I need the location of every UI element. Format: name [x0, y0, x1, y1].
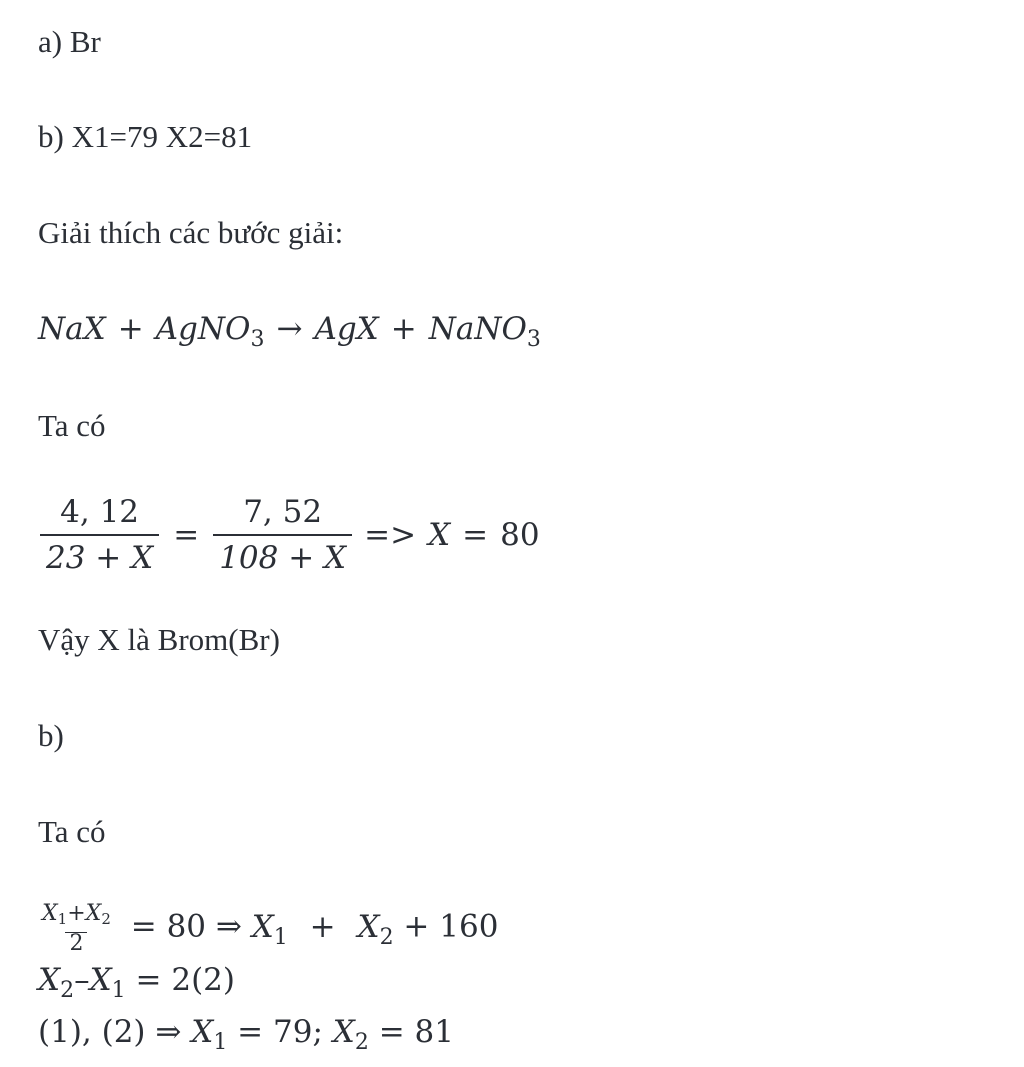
variable-x2: $X_2$	[357, 908, 394, 950]
reactant-nax: NaX	[38, 311, 106, 347]
equals-sign: =	[462, 517, 489, 553]
equation-mid: = 79;	[237, 1014, 323, 1050]
ta-co-2: Ta có	[38, 814, 106, 849]
equation-tail: + 160	[403, 908, 499, 945]
fraction-right-denominator: 108 + X	[213, 534, 352, 576]
variable-x1: $X_1$	[89, 962, 126, 1003]
system-line-2	[38, 960, 235, 1011]
result-variable: X	[428, 517, 451, 553]
fraction-right	[213, 494, 352, 576]
reaction-arrow: →	[276, 311, 303, 347]
mean-fraction: $\frac{X_1+X_2}{2}$	[42, 901, 111, 956]
fraction-left	[40, 494, 159, 576]
plus-sign: +	[117, 311, 144, 347]
answer-a: a) Br	[38, 24, 101, 59]
equation-tail: = 81	[378, 1014, 454, 1050]
equation-tail: = 2(2)	[135, 962, 235, 998]
fraction-left-denominator: 23 + X	[40, 534, 159, 576]
answer-b: b) X1=79 X2=81	[38, 119, 253, 154]
ta-co-1: Ta có	[38, 408, 106, 443]
equation-segment: = 80 ⇒	[130, 908, 242, 945]
minus-sign: –	[74, 962, 90, 998]
product-agx: AgX	[314, 311, 379, 347]
variable-x2: $X_2$	[332, 1014, 369, 1055]
variable-x1: $X_1$	[251, 908, 288, 950]
variable-x1: $X_1$	[191, 1014, 228, 1055]
system-line-1	[38, 902, 498, 962]
result-value: 80	[500, 517, 540, 553]
implies-sign: =>	[364, 517, 417, 553]
equals-sign: =	[173, 517, 200, 553]
fraction-left-numerator: 4, 12	[60, 494, 140, 530]
system-line-3	[38, 1012, 454, 1063]
part-b-label: b)	[38, 718, 64, 753]
fraction-equation	[38, 490, 540, 580]
plus-sign: +	[390, 311, 417, 347]
equation-head: (1), (2) ⇒	[38, 1014, 182, 1050]
variable-x2: $X_2$	[38, 962, 75, 1003]
reactant-agno3: AgNO$_3$	[155, 311, 265, 352]
conclusion: Vậy X là Brom(Br)	[38, 622, 280, 657]
product-nano3: NaNO$_3$	[428, 311, 541, 352]
reaction-equation	[38, 309, 541, 360]
explain-heading: Giải thích các bước giải:	[38, 215, 344, 250]
fraction-right-numerator: 7, 52	[243, 494, 323, 530]
plus-sign: +	[309, 908, 336, 945]
